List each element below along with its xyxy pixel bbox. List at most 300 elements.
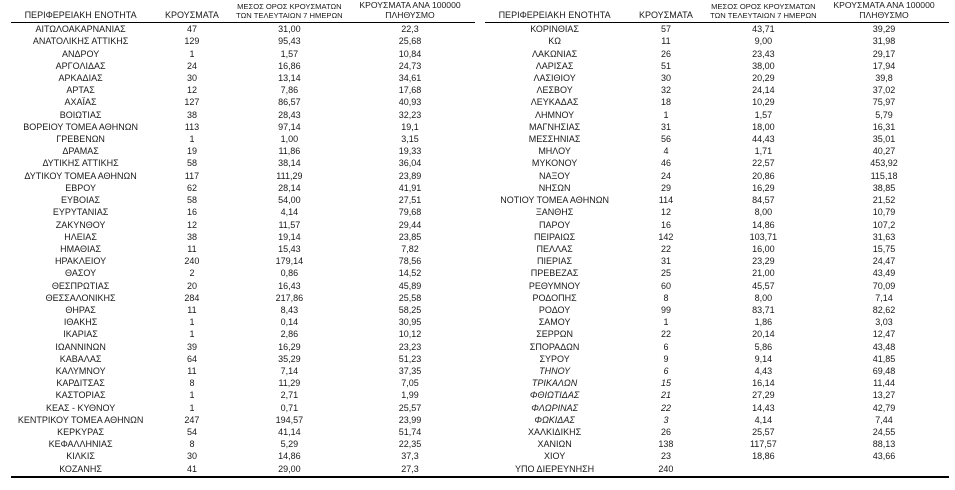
- cell-region: ΣΥΡΟΥ: [539, 353, 570, 364]
- cell-per100k: 40,93: [398, 97, 422, 108]
- cell-cases: 22: [660, 243, 671, 254]
- cell-cases: 99: [660, 304, 671, 315]
- cell-avg7: 0,71: [280, 402, 299, 413]
- cell-avg7: 10,29: [752, 97, 775, 108]
- cell-region: ΗΜΑΘΙΑΣ: [60, 243, 102, 254]
- cell-region: ΖΑΚΥΝΘΟΥ: [55, 219, 106, 230]
- cell-per100k: 11,44: [873, 378, 895, 389]
- cell-avg7: 2,86: [280, 329, 299, 340]
- cell-region: ΧΙΟΥ: [543, 451, 566, 462]
- table-row: [11, 219, 475, 231]
- cell-avg7: 11,29: [278, 378, 301, 389]
- cell-region: ΚΕΦΑΛΛΗΝΙΑΣ: [48, 439, 113, 450]
- cell-region: ΚΟΡΙΝΘΙΑΣ: [530, 24, 579, 35]
- cell-per100k: 78,56: [398, 256, 422, 267]
- cell-cases: 22: [660, 329, 671, 340]
- cell-avg7: 1,00: [280, 134, 299, 145]
- table-row: [11, 35, 475, 47]
- cell-region: ΜΥΚΟΝΟΥ: [531, 158, 578, 169]
- cell-avg7: 43,71: [752, 24, 775, 35]
- cell-region: ΤΡΙΚΑΛΩΝ: [531, 378, 578, 389]
- cell-region: ΗΡΑΚΛΕΙΟΥ: [55, 256, 107, 267]
- column-header-per100k: [819, 0, 949, 23]
- cell-region: ΛΗΜΝΟΥ: [534, 109, 575, 120]
- cell-avg7: 18,86: [752, 451, 775, 462]
- cell-cases: 129: [184, 36, 200, 47]
- cell-region: ΚΩ: [548, 36, 561, 47]
- cell-per100k: 27,51: [398, 195, 422, 206]
- cell-region: ΠΑΡΟΥ: [538, 219, 571, 230]
- table-row: [11, 267, 475, 279]
- table-row: [485, 267, 949, 279]
- cell-cases: 29: [660, 182, 671, 193]
- cell-region: ΘΑΣΟΥ: [65, 268, 97, 279]
- cell-per100k: 1,99: [401, 390, 419, 401]
- cell-per100k: 29,44: [398, 219, 422, 230]
- cell-cases: 21: [660, 390, 671, 401]
- table-row: [485, 231, 949, 243]
- cell-cases: 32: [660, 85, 671, 96]
- cell-region: ΘΕΣΠΡΩΤΙΑΣ: [51, 280, 110, 291]
- cell-per100k: 21,52: [872, 195, 896, 206]
- cell-cases: 15: [660, 378, 671, 389]
- table-row: [11, 84, 475, 96]
- cell-region: ΑΡΤΑΣ: [66, 85, 95, 96]
- cell-cases: 62: [186, 182, 197, 193]
- cell-avg7: 14,86: [752, 219, 775, 230]
- cell-avg7: 103,71: [749, 231, 778, 242]
- table-row: [11, 121, 475, 133]
- cell-cases: 56: [660, 134, 671, 145]
- cell-per100k: 17,68: [398, 85, 422, 96]
- cell-avg7: 44,43: [752, 134, 775, 145]
- table-row: [485, 84, 949, 96]
- cell-region: ΛΕΣΒΟΥ: [536, 85, 573, 96]
- cell-cases: 12: [660, 207, 671, 218]
- table-row: [485, 463, 949, 475]
- cell-per100k: 10,79: [872, 207, 896, 218]
- cell-region: ΦΛΩΡΙΝΑΣ: [531, 402, 578, 413]
- cell-avg7: 11,57: [278, 219, 301, 230]
- cell-avg7: 27,29: [752, 390, 775, 401]
- cell-per100k: 27,3: [401, 463, 419, 474]
- cell-region: ΜΕΣΣΗΝΙΑΣ: [528, 134, 581, 145]
- table-row: [11, 255, 475, 267]
- cell-per100k: 45,89: [398, 280, 422, 291]
- cell-avg7: 41,14: [278, 426, 301, 437]
- cell-per100k: 115,18: [870, 170, 898, 181]
- cell-per100k: [819, 463, 949, 475]
- table-row: [11, 341, 475, 353]
- cell-region: ΚΑΒΑΛΑΣ: [59, 353, 102, 364]
- cell-cases: 16: [186, 207, 197, 218]
- cell-avg7: 83,71: [752, 304, 775, 315]
- cell-region: ΙΘΑΚΗΣ: [63, 317, 98, 328]
- cell-cases: 4: [663, 146, 669, 157]
- table-row: [485, 219, 949, 231]
- table-row: [485, 389, 949, 401]
- cell-cases: 41: [186, 463, 197, 474]
- cell-region: ΝΟΤΙΟΥ ΤΟΜΕΑ ΑΘΗΝΩΝ: [500, 195, 609, 206]
- cell-per100k: 37,02: [872, 85, 896, 96]
- cell-per100k: 24,47: [872, 256, 896, 267]
- header-per100k-line1: ΚΡΟΥΣΜΑΤΑ ΑΝΑ 100000: [833, 0, 935, 10]
- cell-region: ΑΡΚΑΔΙΑΣ: [58, 73, 103, 84]
- header-avg7-line1: ΜΕΣΟΣ ΟΡΟΣ ΚΡΟΥΣΜΑΤΩΝ: [237, 2, 342, 12]
- cell-cases: 12: [186, 85, 197, 96]
- header-row: [485, 0, 949, 23]
- table-row: [11, 170, 475, 182]
- cell-region: ΥΠΟ ΔΙΕΡΕΥΝΗΣΗ: [515, 463, 595, 474]
- cell-avg7: 14,43: [752, 402, 775, 413]
- table-row: [485, 377, 949, 389]
- cell-avg7: 16,43: [278, 280, 301, 291]
- cell-region: ΗΛΕΙΑΣ: [64, 231, 97, 242]
- cell-cases: 24: [660, 170, 671, 181]
- column-header-region: ΠΕΡΙΦΕΡΕΙΑΚΗ ΕΝΟΤΗΤΑ: [11, 0, 150, 23]
- table-row: [11, 328, 475, 340]
- table-row: [11, 426, 475, 438]
- table-row: [485, 365, 949, 377]
- cell-avg7: 31,00: [278, 24, 301, 35]
- cell-region: ΑΝΔΡΟΥ: [61, 48, 100, 59]
- table-row: [11, 402, 475, 414]
- header-avg7-line1: ΜΕΣΟΣ ΟΡΟΣ ΚΡΟΥΣΜΑΤΩΝ: [711, 2, 816, 12]
- cell-region: ΚΕΝΤΡΙΚΟΥ ΤΟΜΕΑ ΑΘΗΝΩΝ: [17, 414, 144, 425]
- cell-region: ΔΥΤΙΚΗΣ ΑΤΤΙΚΗΣ: [42, 158, 119, 169]
- cell-avg7: 194,57: [275, 414, 304, 425]
- cell-region: ΠΕΙΡΑΙΩΣ: [534, 231, 576, 242]
- cell-cases: 1: [189, 402, 195, 413]
- cell-avg7: 5,86: [754, 341, 773, 352]
- cell-per100k: 41,91: [398, 182, 422, 193]
- cell-cases: 51: [660, 60, 671, 71]
- cell-avg7: 13,14: [278, 73, 301, 84]
- cell-avg7: 179,14: [275, 256, 304, 267]
- cell-region: ΤΗΝΟΥ: [539, 365, 571, 376]
- table-row: [485, 426, 949, 438]
- cell-avg7: 4,43: [754, 365, 773, 376]
- cell-avg7: 9,00: [754, 36, 773, 47]
- cell-per100k: 82,62: [872, 304, 896, 315]
- cell-cases: 31: [660, 121, 671, 132]
- cell-avg7: 7,14: [280, 365, 299, 376]
- cell-avg7: 45,57: [752, 280, 775, 291]
- cell-per100k: 7,05: [401, 378, 419, 389]
- table-row: [485, 121, 949, 133]
- cell-cases: 240: [184, 256, 200, 267]
- cell-cases: 6: [663, 365, 669, 376]
- cell-cases: 64: [186, 353, 197, 364]
- cell-per100k: 30,95: [398, 317, 422, 328]
- table-row: [485, 206, 949, 218]
- cell-avg7: 22,57: [752, 158, 775, 169]
- cell-avg7: 38,14: [278, 158, 301, 169]
- cell-avg7: 0,86: [280, 268, 299, 279]
- table-row: [485, 48, 949, 60]
- header-per100k-line2: ΠΛΗΘΥΣΜΟ: [385, 9, 435, 20]
- cell-per100k: 51,23: [398, 353, 422, 364]
- cell-region: ΛΑΡΙΣΑΣ: [535, 60, 574, 71]
- cell-per100k: 23,85: [398, 231, 422, 242]
- cell-avg7: 15,43: [278, 243, 301, 254]
- table-row: [485, 23, 949, 36]
- table-row: [485, 414, 949, 426]
- cell-avg7: 35,29: [278, 353, 301, 364]
- cell-cases: 38: [186, 109, 197, 120]
- cell-region: ΙΚΑΡΙΑΣ: [63, 329, 98, 340]
- cell-region: ΚΕΡΚΥΡΑΣ: [57, 426, 105, 437]
- cell-per100k: 24,73: [398, 60, 422, 71]
- table-row: [485, 72, 949, 84]
- cell-avg7: 16,29: [752, 182, 775, 193]
- column-header-region: ΠΕΡΙΦΕΡΕΙΑΚΗ ΕΝΟΤΗΤΑ: [485, 0, 624, 23]
- header-avg7-line2: ΤΩΝ ΤΕΛΕΥΤΑΙΩΝ 7 ΗΜΕΡΩΝ: [236, 10, 343, 20]
- table-row: [485, 35, 949, 47]
- cell-per100k: 15,75: [872, 243, 896, 254]
- cell-per100k: 19,1: [401, 121, 419, 132]
- cell-avg7: 16,86: [278, 60, 301, 71]
- table-row: [485, 194, 949, 206]
- cell-region: ΧΑΛΚΙΔΙΚΗΣ: [528, 426, 582, 437]
- cell-cases: 54: [186, 426, 197, 437]
- cell-region: ΕΒΡΟΥ: [65, 182, 96, 193]
- cell-cases: 1: [663, 317, 669, 328]
- cell-avg7: 86,57: [278, 97, 301, 108]
- cell-avg7: 8,00: [754, 292, 773, 303]
- table-row: [485, 438, 949, 450]
- cell-per100k: 35,01: [872, 134, 896, 145]
- column-header-cases: ΚΡΟΥΣΜΑΤΑ: [150, 0, 234, 23]
- cell-cases: 24: [186, 60, 197, 71]
- cell-region: ΕΥΒΟΙΑΣ: [61, 195, 101, 206]
- cell-per100k: 31,63: [872, 231, 896, 242]
- cell-avg7: 16,00: [752, 243, 775, 254]
- header-per100k-line2: ΠΛΗΘΥΣΜΟ: [859, 9, 909, 20]
- cell-avg7: 28,14: [278, 182, 301, 193]
- cell-per100k: 70,09: [872, 280, 896, 291]
- cell-region: ΒΟΡΕΙΟΥ ΤΟΜΕΑ ΑΘΗΝΩΝ: [23, 121, 138, 132]
- cell-cases: 2: [189, 268, 195, 279]
- cell-region: ΣΠΟΡΑΔΩΝ: [529, 341, 580, 352]
- cell-avg7: 4,14: [280, 207, 299, 218]
- cell-avg7: 20,14: [752, 329, 775, 340]
- cell-cases: 11: [187, 304, 197, 315]
- cell-per100k: 22,3: [401, 24, 419, 35]
- table-row: [485, 145, 949, 157]
- cell-per100k: 58,25: [398, 304, 422, 315]
- cell-region: ΞΑΝΘΗΣ: [535, 207, 574, 218]
- table-row: [485, 157, 949, 169]
- table-row: [11, 463, 475, 475]
- cell-per100k: 25,58: [398, 292, 422, 303]
- cell-cases: 127: [184, 97, 200, 108]
- cell-cases: 31: [660, 256, 671, 267]
- cell-region: ΔΥΤΙΚΟΥ ΤΟΜΕΑ ΑΘΗΝΩΝ: [24, 170, 137, 181]
- cell-per100k: 36,04: [398, 158, 422, 169]
- table-row: [11, 60, 475, 72]
- cell-per100k: 7,82: [401, 243, 419, 254]
- table-row: [485, 243, 949, 255]
- cell-per100k: 75,97: [872, 97, 896, 108]
- table-row: [11, 145, 475, 157]
- table-row: [11, 353, 475, 365]
- cell-cases: 46: [660, 158, 671, 169]
- cell-per100k: 39,29: [872, 24, 896, 35]
- cell-per100k: 31,98: [872, 36, 896, 47]
- cell-cases: 138: [658, 439, 674, 450]
- cell-region: ΘΗΡΑΣ: [65, 304, 96, 315]
- table-row: [11, 280, 475, 292]
- cell-region: ΘΕΣΣΑΛΟΝΙΚΗΣ: [45, 292, 116, 303]
- cell-avg7: 1,57: [280, 48, 299, 59]
- column-header-avg7: [234, 0, 345, 23]
- cell-per100k: 10,12: [398, 329, 422, 340]
- cell-avg7: 2,71: [280, 390, 299, 401]
- cell-region: ΝΑΞΟΥ: [539, 170, 571, 181]
- cell-per100k: 23,23: [398, 341, 422, 352]
- cell-per100k: 7,44: [875, 414, 893, 425]
- cell-region: ΠΡΕΒΕΖΑΣ: [530, 268, 579, 279]
- table-row: [11, 48, 475, 60]
- header-avg7-line2: ΤΩΝ ΤΕΛΕΥΤΑΙΩΝ 7 ΗΜΕΡΩΝ: [710, 10, 817, 20]
- cell-avg7: 217,86: [275, 292, 304, 303]
- column-header-per100k: [345, 0, 475, 23]
- cell-avg7: 21,00: [752, 268, 775, 279]
- cell-cases: 1: [663, 109, 669, 120]
- tables-container: [11, 0, 949, 478]
- table-row: [11, 133, 475, 145]
- cell-cases: 284: [184, 292, 200, 303]
- cell-region: ΚΑΛΥΜΝΟΥ: [55, 365, 106, 376]
- cell-avg7: 8,00: [754, 207, 773, 218]
- cell-cases: 11: [187, 243, 197, 254]
- column-header-avg7: [708, 0, 819, 23]
- cell-avg7: 5,29: [280, 439, 299, 450]
- cell-region: ΚΑΣΤΟΡΙΑΣ: [55, 390, 106, 401]
- table-row: [11, 243, 475, 255]
- cell-avg7: 23,43: [752, 48, 775, 59]
- cell-avg7: 16,14: [752, 378, 775, 389]
- table-body-left: [11, 23, 475, 475]
- table-row: [11, 414, 475, 426]
- cell-avg7: 117,57: [749, 439, 777, 450]
- cell-cases: 30: [660, 73, 671, 84]
- cell-cases: 114: [658, 195, 674, 206]
- cell-avg7: 20,29: [752, 73, 775, 84]
- cell-region: ΧΑΝΙΩΝ: [537, 439, 572, 450]
- cell-per100k: 5,79: [875, 109, 893, 120]
- cell-region: ΜΗΛΟΥ: [538, 146, 571, 157]
- cell-region: ΚΕΑΣ - ΚΥΘΝΟΥ: [45, 402, 116, 413]
- cell-per100k: 40,27: [872, 146, 896, 157]
- cell-per100k: 23,99: [398, 414, 422, 425]
- cell-cases: 58: [186, 195, 197, 206]
- cell-avg7: 1,57: [754, 109, 773, 120]
- table-row: [11, 389, 475, 401]
- cell-avg7: 20,86: [752, 170, 775, 181]
- cell-avg7: 9,14: [754, 353, 773, 364]
- cell-per100k: 34,61: [398, 73, 422, 84]
- table-row: [485, 255, 949, 267]
- cell-cases: 47: [186, 24, 197, 35]
- cell-cases: 1: [189, 134, 195, 145]
- cell-per100k: 13,27: [872, 390, 896, 401]
- cell-per100k: 51,74: [398, 426, 422, 437]
- table-row: [11, 377, 475, 389]
- cell-avg7: 19,14: [278, 231, 301, 242]
- cell-cases: 60: [660, 280, 671, 291]
- cell-avg7: 1,71: [754, 146, 773, 157]
- cell-region: ΑΝΑΤΟΛΙΚΗΣ ΑΤΤΙΚΗΣ: [32, 36, 129, 47]
- table-row: [11, 157, 475, 169]
- cell-cases: 26: [660, 48, 671, 59]
- cell-avg7: 97,14: [278, 121, 301, 132]
- cell-region: ΔΡΑΜΑΣ: [62, 146, 99, 157]
- cell-per100k: 453,92: [870, 158, 898, 169]
- cell-per100k: 14,52: [398, 268, 422, 279]
- cell-cases: 1: [189, 390, 195, 401]
- cell-per100k: 22,35: [398, 439, 422, 450]
- cell-per100k: 25,68: [398, 36, 422, 47]
- cell-cases: 8: [189, 439, 195, 450]
- cell-per100k: 17,94: [872, 60, 896, 71]
- cell-region: ΦΘΙΩΤΙΔΑΣ: [529, 390, 580, 401]
- cell-cases: 38: [186, 231, 197, 242]
- table-row: [11, 206, 475, 218]
- cell-avg7: 0,14: [280, 317, 299, 328]
- cell-per100k: 41,85: [872, 353, 896, 364]
- cell-cases: 1: [189, 329, 195, 340]
- table-body-right: [485, 23, 949, 475]
- table-header-left: [11, 0, 475, 23]
- cell-cases: 30: [186, 73, 197, 84]
- cell-region: ΠΙΕΡΙΑΣ: [537, 256, 573, 267]
- cell-per100k: 42,79: [872, 402, 896, 413]
- table-row: [485, 353, 949, 365]
- cell-region: ΣΕΡΡΩΝ: [536, 329, 573, 340]
- table-row: [11, 23, 475, 36]
- cell-per100k: 88,13: [872, 439, 896, 450]
- cell-cases: 16: [660, 219, 671, 230]
- cell-region: ΜΑΓΝΗΣΙΑΣ: [529, 121, 581, 132]
- table-row: [485, 292, 949, 304]
- cell-region: ΕΥΡΥΤΑΝΙΑΣ: [52, 207, 109, 218]
- table-row: [485, 402, 949, 414]
- cell-avg7: 4,14: [754, 414, 773, 425]
- cell-cases: 39: [186, 341, 197, 352]
- cell-cases: 117: [184, 170, 200, 181]
- table-row: [485, 170, 949, 182]
- cell-per100k: 79,68: [398, 207, 422, 218]
- cell-region: ΒΟΙΩΤΙΑΣ: [59, 109, 102, 120]
- cell-region: ΚΟΖΑΝΗΣ: [59, 463, 102, 474]
- table-row: [11, 72, 475, 84]
- cell-cases: 18: [660, 97, 671, 108]
- table-row: [11, 450, 475, 462]
- table-row: [11, 182, 475, 194]
- cell-avg7: 14,86: [278, 451, 301, 462]
- cell-cases: 26: [660, 426, 671, 437]
- cell-cases: 1: [189, 317, 195, 328]
- table-row: [485, 182, 949, 194]
- column-header-cases: ΚΡΟΥΣΜΑΤΑ: [624, 0, 708, 23]
- cell-avg7: 7,86: [280, 85, 299, 96]
- cell-per100k: 19,33: [398, 146, 422, 157]
- cell-region: ΡΕΘΥΜΝΟΥ: [528, 280, 581, 291]
- cell-per100k: 7,14: [875, 292, 893, 303]
- cell-cases: 8: [189, 378, 195, 389]
